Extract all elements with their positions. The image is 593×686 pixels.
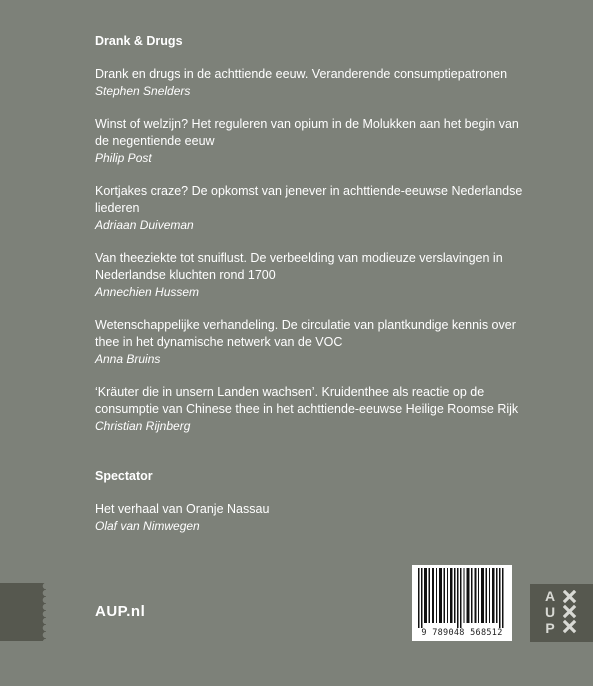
table-of-contents (95, 33, 535, 535)
list-item (95, 317, 535, 368)
aup-logo (530, 584, 593, 642)
barcode-bars (416, 568, 508, 628)
article-title: ‘Kräuter die in unsern Landen wachsen’. Kruidenthee als reactie op de consumptie van Chinese thee in het achttiende-eeuwse Heilige Roomse Rijk (95, 385, 519, 416)
section-title-drank-drugs: Drank & Drugs (95, 34, 183, 48)
logo-letters (543, 588, 557, 636)
logo-letter-p: P (545, 620, 555, 636)
list-item (95, 116, 535, 167)
article-author: Philip Post (95, 151, 152, 165)
isbn-number: 9 789048 568512 (421, 628, 503, 638)
logo-letter-a: A (544, 588, 556, 604)
article-title: Drank en drugs in de achttiende eeuw. Veranderende consumptiepatronen (95, 67, 508, 81)
article-title: Wetenschappelijke verhandeling. De circulatie van plantkundige kennis over thee in het dynamische netwerk van de VOC (95, 318, 516, 349)
article-author: Anna Bruins (95, 352, 161, 366)
article-title: Het verhaal van Oranje Nassau (95, 502, 270, 516)
list-item (95, 183, 535, 234)
article-author: Olaf van Nimwegen (95, 519, 200, 533)
amsterdam-crosses-icon (563, 590, 577, 634)
section-title-spectator: Spectator (95, 469, 153, 483)
article-author: Annechien Hussem (95, 285, 200, 299)
article-author: Adriaan Duiveman (95, 218, 194, 232)
article-title: Kortjakes craze? De opkomst van jenever in achttiende-eeuwse Nederlandse liederen (95, 184, 523, 215)
article-title: Winst of welzijn? Het reguleren van opium in de Molukken aan het begin van de negentiende eeuw (95, 117, 519, 148)
list-item (95, 384, 535, 435)
article-author: Stephen Snelders (95, 84, 191, 98)
article-author: Christian Rijnberg (95, 419, 191, 433)
isbn-barcode (412, 565, 512, 641)
logo-letter-u: U (544, 604, 556, 620)
article-title: Van theeziekte tot snuiflust. De verbeelding van modieuze verslavingen in Nederlandse kluchten rond 1700 (95, 251, 503, 282)
spectator-section (95, 468, 535, 535)
list-item (95, 250, 535, 301)
list-item (95, 66, 535, 100)
website-link[interactable]: AUP.nl (95, 603, 146, 620)
list-item (95, 501, 535, 535)
stamp-edge-decoration (0, 583, 46, 641)
